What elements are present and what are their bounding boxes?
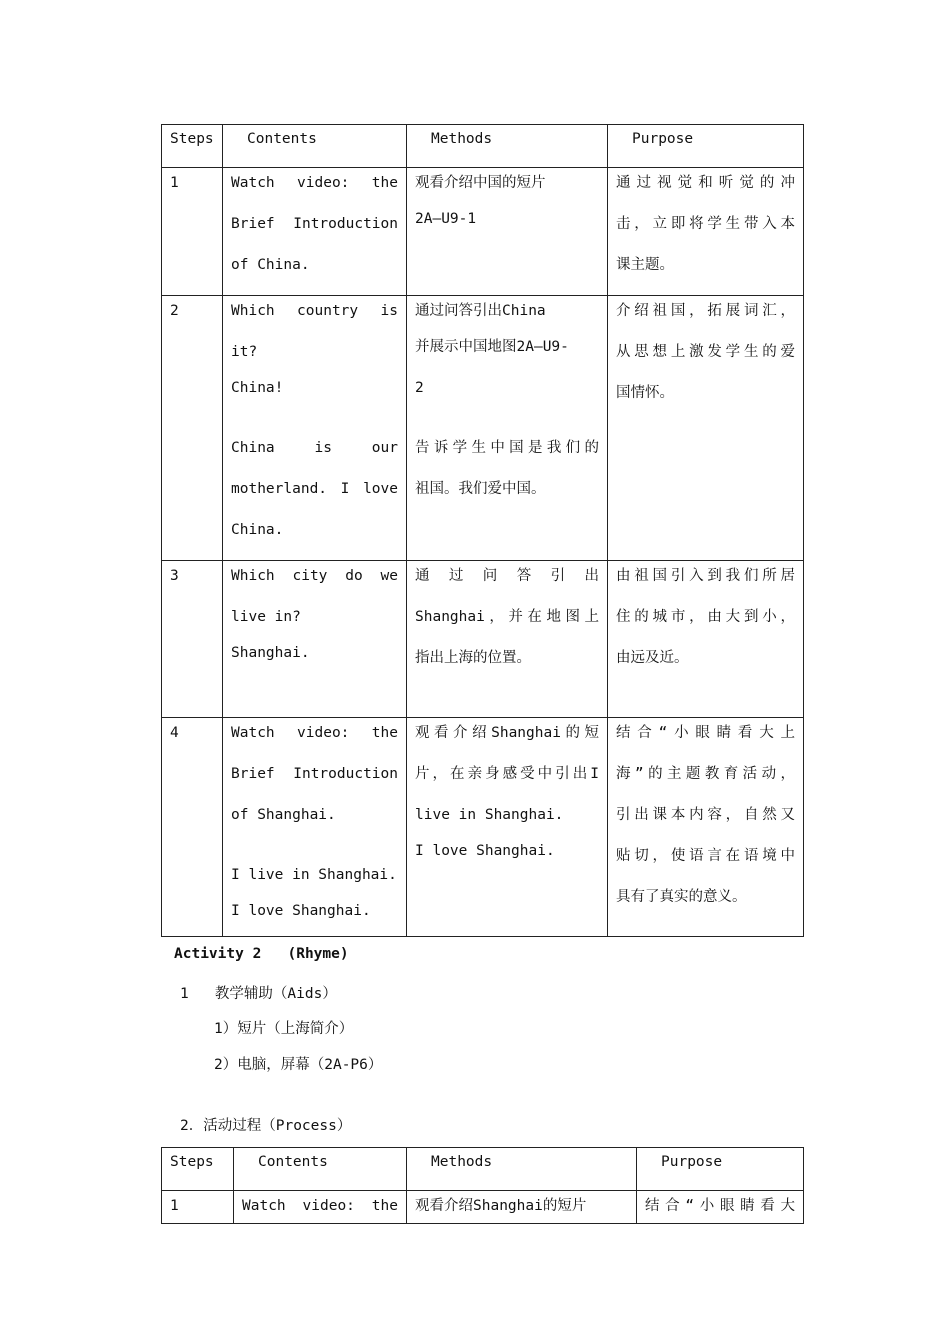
aids-item: 2）电脑，屏幕（2A-P6） [214, 1057, 383, 1073]
methods-cell: 通过问答引出 Shanghai，并在地图上 指出上海的位置。 [407, 561, 608, 718]
step-cell: 1 [162, 1191, 234, 1224]
purpose-cell: 结合“小眼睛看大上 海”的主题教育活动， 引出课本内容，自然又 贴切，使语言在语境中 具有了真实的意义。 [608, 718, 804, 937]
aids-item: 1）短片（上海简介） [214, 1021, 354, 1037]
header-contents: Contents [223, 125, 407, 168]
methods-cell: 观看介绍Shanghai的短片 [407, 1191, 637, 1224]
step-cell: 1 [162, 168, 223, 296]
contents-cell: Which country is it? China! China is our motherland. I love China. [223, 296, 407, 561]
header-steps: Steps [162, 125, 223, 168]
purpose-cell: 介绍祖国，拓展词汇， 从思想上激发学生的爱 国情怀。 [608, 296, 804, 561]
purpose-cell: 由祖国引入到我们所居 住的城市，由大到小， 由远及近。 [608, 561, 804, 718]
header-purpose: Purpose [608, 125, 804, 168]
purpose-cell: 结合“小眼睛看大 [637, 1191, 804, 1224]
header-contents: Contents [234, 1148, 407, 1191]
step-cell: 3 [162, 561, 223, 718]
contents-cell: Watch video: the Brief Introduction of China. [223, 168, 407, 296]
contents-cell: Which city do we live in? Shanghai. [223, 561, 407, 718]
activity-title: Activity 2 (Rhyme) [174, 946, 349, 962]
table-row [162, 296, 804, 561]
methods-cell: 观看介绍中国的短片 2A—U9-1 [407, 168, 608, 296]
contents-cell: Watch video: the Brief Introduction of Shanghai. I live in Shanghai. I love Shanghai. [223, 718, 407, 937]
purpose-cell: 通过视觉和听觉的冲 击，立即将学生带入本 课主题。 [608, 168, 804, 296]
process-table-1 [161, 124, 804, 937]
step-cell: 2 [162, 296, 223, 561]
methods-cell: 观看介绍Shanghai的短 片，在亲身感受中引出I live in Shanghai. I love Shanghai. [407, 718, 608, 937]
table-header-row [162, 125, 804, 168]
methods-cell: 通过问答引出China 并展示中国地图2A—U9- 2 告诉学生中国是我们的 祖国。我们爱中国。 [407, 296, 608, 561]
table-row [162, 1191, 804, 1224]
table-row [162, 168, 804, 296]
process-table-2 [161, 1147, 804, 1224]
process-heading: 2．活动过程（Process） [180, 1118, 352, 1134]
table-header-row [162, 1148, 804, 1191]
header-steps: Steps [162, 1148, 234, 1191]
table-row [162, 561, 804, 718]
table-row [162, 718, 804, 937]
header-methods: Methods [407, 1148, 637, 1191]
aids-heading: 1 教学辅助（Aids） [180, 986, 337, 1002]
step-cell: 4 [162, 718, 223, 937]
header-methods: Methods [407, 125, 608, 168]
contents-cell: Watch video: the [234, 1191, 407, 1224]
header-purpose: Purpose [637, 1148, 804, 1191]
